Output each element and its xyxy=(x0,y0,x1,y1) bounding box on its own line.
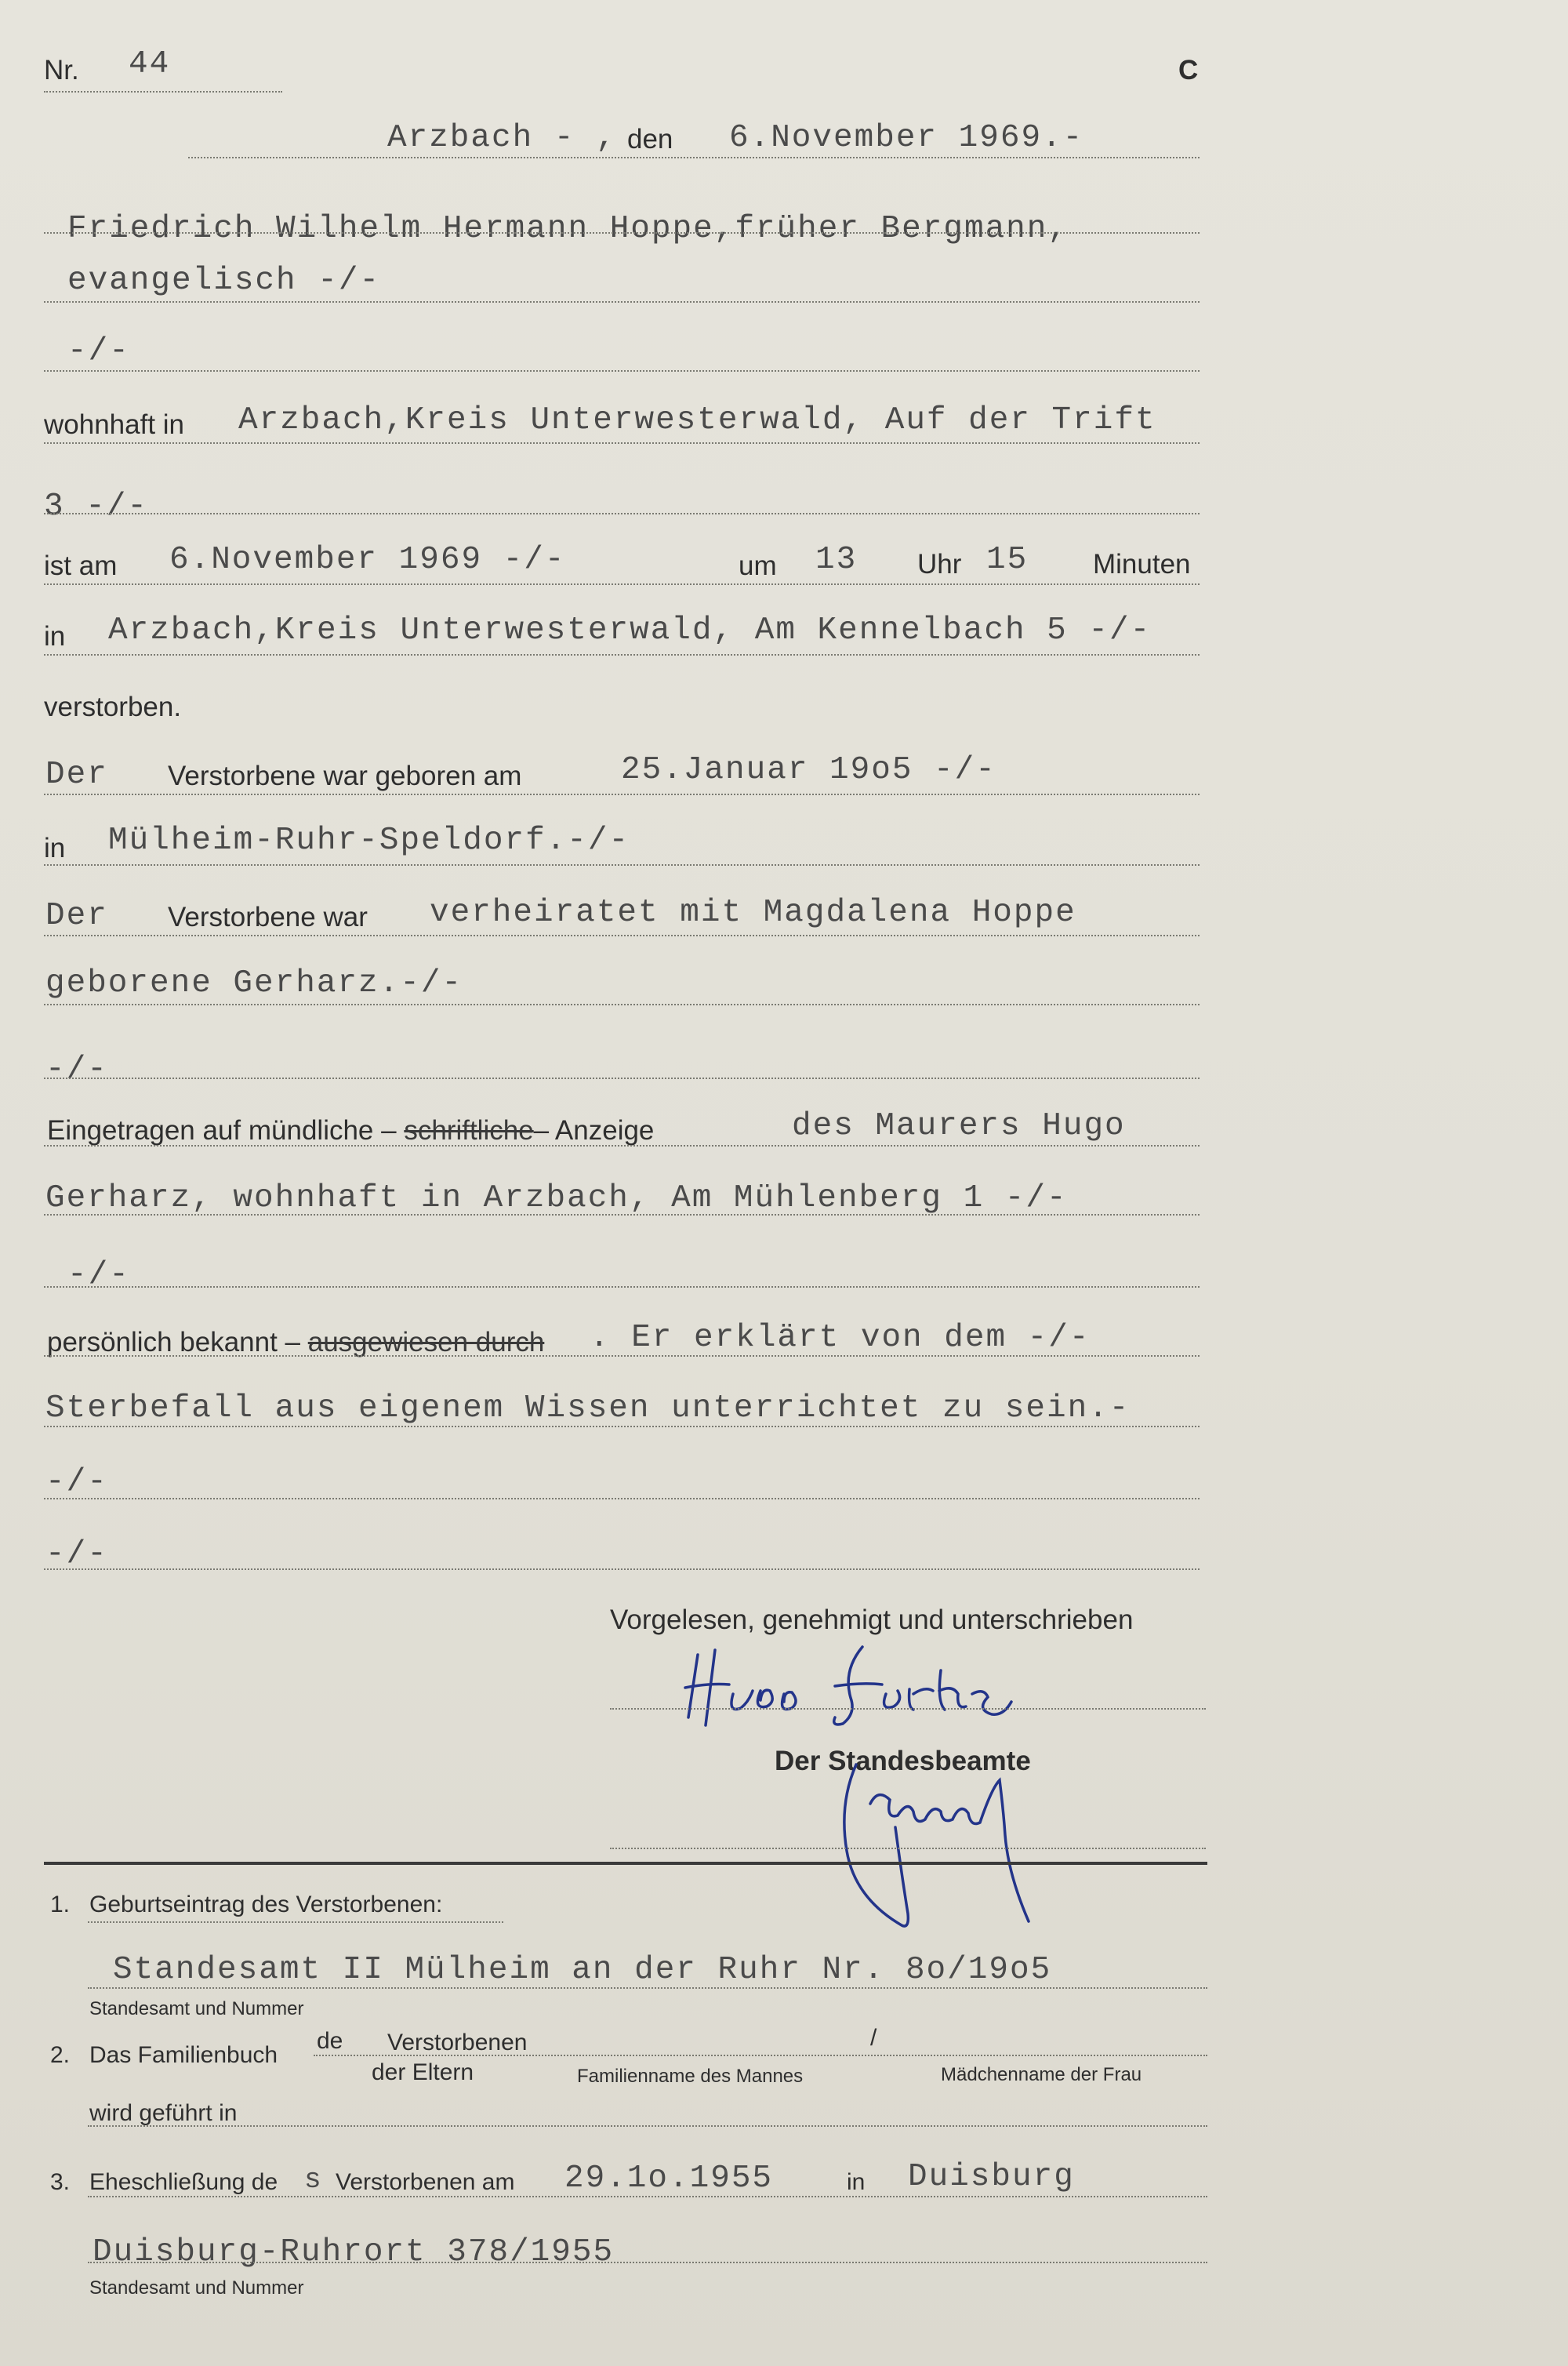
deceased-name: Friedrich Wilhelm Hermann Hoppe,früher Bergmann, xyxy=(67,211,1069,247)
marital-cont-1: geborene Gerharz.-/- xyxy=(45,965,463,1001)
birth-label: Verstorbene war geboren am xyxy=(168,761,522,791)
um-label: um xyxy=(739,551,777,581)
marital-cont-line-1 xyxy=(44,1004,1200,1005)
registration-cont-line-2 xyxy=(44,1286,1200,1288)
note-3-in: in xyxy=(847,2169,866,2195)
note-3-label-2: Verstorbenen am xyxy=(336,2169,515,2195)
note-2-caption-frau: Mädchenname der Frau xyxy=(941,2064,1142,2085)
registration-cont-2: -/- xyxy=(67,1257,130,1293)
registrar-label: Der Standesbeamte xyxy=(775,1746,1031,1776)
registration-date: 6.November 1969.- xyxy=(729,120,1084,156)
struck-ausgewiesen: ausgewiesen durch xyxy=(307,1327,545,1357)
marital-der: Der xyxy=(45,898,108,934)
registrar-signature-icon xyxy=(823,1757,1058,1937)
note-3-caption: Standesamt und Nummer xyxy=(89,2277,304,2299)
identity-cont-line-2 xyxy=(44,1498,1200,1499)
person-filler: -/- xyxy=(67,333,130,369)
marital-value: verheiratet mit Magdalena Hoppe xyxy=(430,895,1076,931)
birth-in-label: in xyxy=(44,833,66,863)
registration-label: Eingetragen auf mündliche – schriftliche– Anzeige xyxy=(47,1115,655,1146)
note-3-number: 3. xyxy=(50,2169,71,2195)
person-line-2 xyxy=(44,301,1200,303)
birth-line xyxy=(44,794,1200,795)
note-1-label-line xyxy=(88,1921,503,1923)
registrar-signature-line xyxy=(610,1848,1206,1849)
death-minute: 15 xyxy=(986,542,1029,578)
identity-cont-1: Sterbefall aus eigenem Wissen unterrichtet zu sein.- xyxy=(45,1390,1131,1427)
note-1-caption: Standesamt und Nummer xyxy=(89,1998,304,2019)
residence-cont-line xyxy=(44,513,1200,514)
place-of-registration: Arzbach - , xyxy=(387,120,617,156)
note-2-caption-mann: Familienname des Mannes xyxy=(577,2066,804,2087)
birth-place-line xyxy=(44,864,1200,866)
registration-cont-line-1 xyxy=(44,1214,1200,1216)
residence-line xyxy=(44,442,1200,444)
note-1-line xyxy=(88,1987,1207,1989)
religion: evangelisch -/- xyxy=(67,263,381,299)
identity-cont-line-1 xyxy=(44,1426,1200,1427)
residence-cont: 3 -/- xyxy=(44,489,149,525)
note-2-label: Das Familienbuch xyxy=(89,2042,278,2068)
death-place-line xyxy=(44,654,1200,656)
death-in-label: in xyxy=(44,621,66,652)
marital-cont-line-2 xyxy=(44,1078,1200,1079)
note-2-verstorbenen: Verstorbenen xyxy=(387,2030,528,2055)
note-3-line-2 xyxy=(88,2262,1207,2263)
nr-line xyxy=(44,91,282,93)
minuten-label: Minuten xyxy=(1093,549,1191,580)
birth-der: Der xyxy=(45,757,108,793)
marital-line xyxy=(44,935,1200,936)
verstorben-label: verstorben. xyxy=(44,692,182,722)
header-line xyxy=(188,157,1200,158)
den-label: den xyxy=(627,124,673,154)
note-2-number: 2. xyxy=(50,2042,71,2068)
entry-number: 44 xyxy=(129,46,171,82)
identity-label: persönlich bekannt – ausgewiesen durch xyxy=(47,1327,545,1357)
approval-text: Vorgelesen, genehmigt und unterschrieben xyxy=(610,1605,1134,1635)
uhr-label: Uhr xyxy=(917,549,962,580)
residence-label: wohnhaft in xyxy=(44,409,185,440)
ist-am-label: ist am xyxy=(44,551,118,581)
note-3-line xyxy=(88,2196,1207,2197)
person-line-1 xyxy=(44,232,1200,234)
note-2-de: de xyxy=(317,2028,343,2054)
identity-line xyxy=(44,1355,1200,1357)
informant-signature-line xyxy=(610,1708,1206,1710)
note-2-eltern: der Eltern xyxy=(372,2059,474,2085)
birth-date: 25.Januar 19o5 -/- xyxy=(621,752,996,788)
registration-line xyxy=(44,1145,1200,1147)
section-divider xyxy=(44,1862,1207,1865)
identity-value: . Er erklärt von dem -/- xyxy=(590,1320,1091,1356)
informant-signature-icon xyxy=(674,1639,1027,1741)
note-1-label: Geburtseintrag des Verstorbenen: xyxy=(89,1892,443,1917)
form-letter: C xyxy=(1178,55,1199,85)
note-2-line-2 xyxy=(88,2125,1207,2127)
note-1-number: 1. xyxy=(50,1892,71,1917)
note-2-line xyxy=(314,2055,1207,2056)
birth-place: Mülheim-Ruhr-Speldorf.-/- xyxy=(108,823,630,859)
death-time-line xyxy=(44,583,1200,585)
nr-label: Nr. xyxy=(44,55,79,85)
identity-cont-line-3 xyxy=(44,1568,1200,1570)
note-3-label: Eheschließung de xyxy=(89,2169,278,2195)
marriage-date: 29.1o.1955 xyxy=(564,2161,774,2197)
identity-cont-2: -/- xyxy=(45,1464,108,1500)
person-line-3 xyxy=(44,370,1200,372)
death-hour: 13 xyxy=(815,542,858,578)
note-2-label-2: wird geführt in xyxy=(89,2100,238,2126)
registration-cont-1: Gerharz, wohnhaft in Arzbach, Am Mühlenberg 1 -/- xyxy=(45,1180,1068,1216)
marital-cont-2: -/- xyxy=(45,1052,108,1088)
residence-value: Arzbach,Kreis Unterwesterwald, Auf der Trift xyxy=(238,402,1156,438)
note-3-s: s xyxy=(304,2164,323,2196)
birth-entry-value: Standesamt II Mülheim an der Ruhr Nr. 8o/19o5 xyxy=(113,1952,1052,1988)
marriage-entry-value: Duisburg-Ruhrort 378/1955 xyxy=(93,2234,615,2270)
struck-schriftliche: schriftliche xyxy=(404,1115,534,1146)
death-place: Arzbach,Kreis Unterwesterwald, Am Kennelbach 5 -/- xyxy=(108,612,1152,649)
death-date: 6.November 1969 -/- xyxy=(169,542,566,578)
marital-label: Verstorbene war xyxy=(168,902,368,932)
identity-cont-3: -/- xyxy=(45,1536,108,1572)
marriage-place: Duisburg xyxy=(908,2159,1075,2195)
registration-value: des Maurers Hugo xyxy=(792,1108,1126,1144)
note-2-slash: / xyxy=(870,2025,877,2051)
